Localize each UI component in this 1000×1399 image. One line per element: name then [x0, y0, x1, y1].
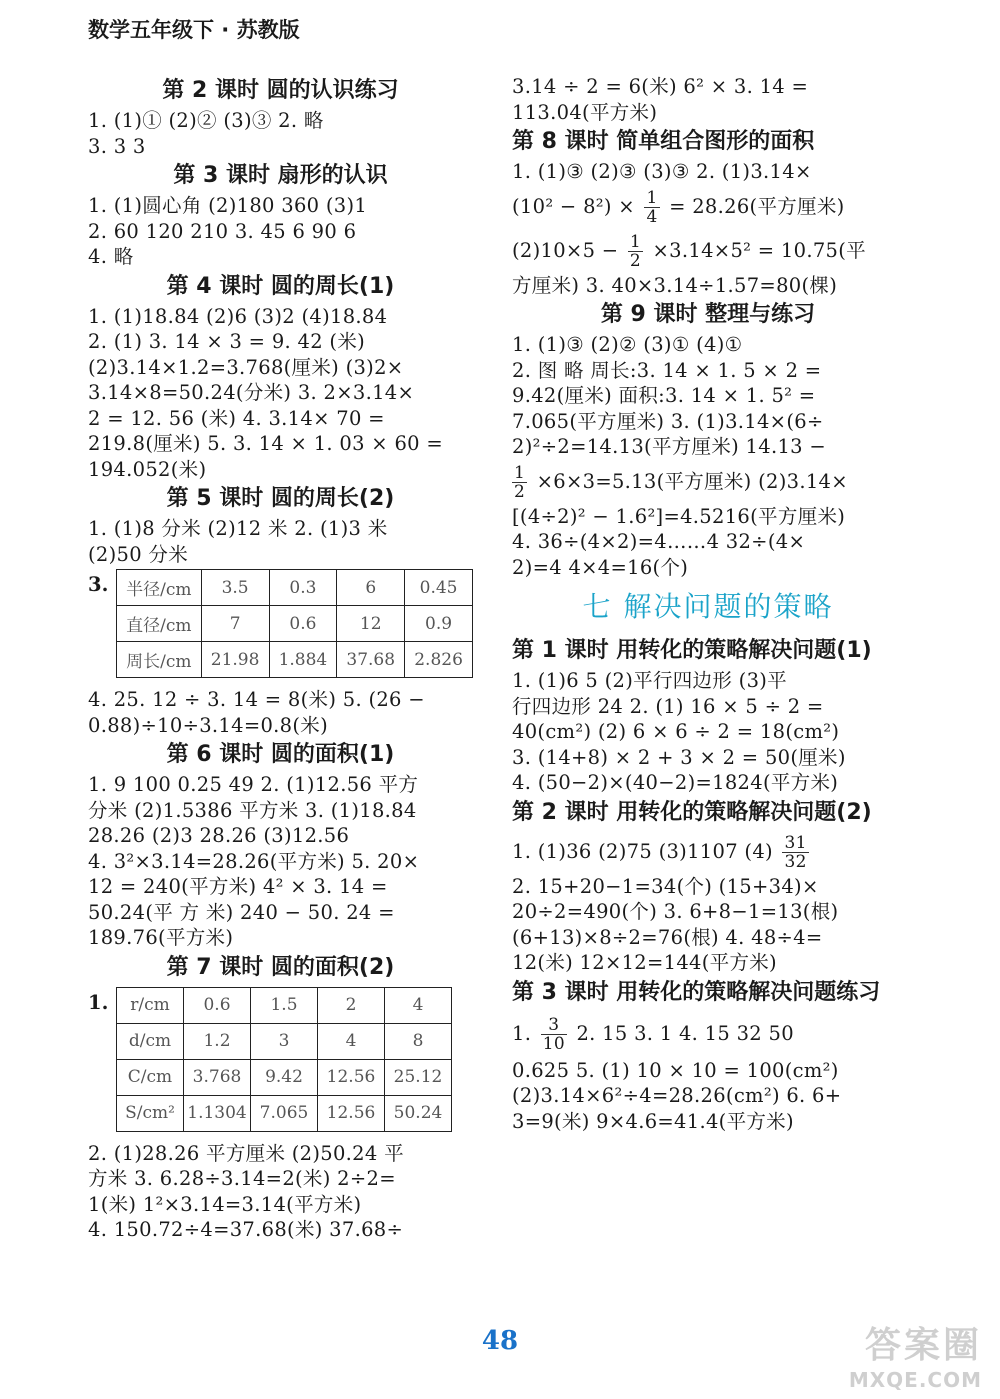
section-title: 第 2 课时 用转化的策略解决问题(2)	[512, 799, 872, 825]
answer-line: 189.76(平方米)	[88, 926, 234, 949]
section-title: 第 2 课时 圆的认识练习	[162, 78, 399, 103]
answer-line: 1. 9 100 0.25 49 2. (1)12.56 平方	[88, 773, 419, 796]
answer-line: 0.625 5. (1) 10 × 10 = 100(cm²)	[512, 1058, 839, 1082]
answer-line: 1. (1)圆心角 (2)180 360 (3)1	[88, 194, 368, 217]
table-cell: d/cm	[117, 1023, 184, 1059]
answer-line: 方厘米) 3. 40×3.14÷1.57=80(棵)	[512, 273, 838, 297]
answer-line: 40(cm²) (2) 6 × 6 ÷ 2 = 18(cm²)	[512, 720, 840, 743]
question-number: 1.	[88, 990, 109, 1014]
fraction-numerator: 3	[541, 1016, 567, 1035]
answer-line: 12(米) 12×12=144(平方米)	[512, 951, 777, 974]
fraction	[644, 189, 659, 226]
answer-line: 4. 36÷(4×2)=4……4 32÷(4×	[512, 530, 806, 553]
answer-line: 2. (1)28.26 平方厘米 (2)50.24 平	[88, 1141, 404, 1165]
answer-line	[512, 229, 904, 273]
table-cell: C/cm	[117, 1059, 184, 1095]
answer-line: 1. (1)③ (2)③ (3)③ 2. (1)3.14×	[512, 160, 812, 183]
table-cell: 6	[337, 570, 405, 606]
answer-text: (10² − 8²) ×	[512, 194, 635, 218]
circumference-table-block	[88, 569, 473, 685]
table-cell: r/cm	[117, 987, 184, 1023]
table-cell: 12.56	[318, 1095, 385, 1131]
table-cell: 2	[318, 987, 385, 1023]
section-title: 第 3 课时 扇形的认识	[173, 163, 388, 188]
table-row	[117, 987, 452, 1023]
table-row	[117, 606, 473, 642]
circumference-table	[116, 569, 473, 678]
section-title: 第 4 课时 圆的周长(1)	[166, 273, 395, 299]
table-row	[117, 570, 473, 606]
answer-text: 1. (1)36 (2)75 (3)1107 (4)	[512, 839, 773, 863]
answer-line: 3. 3 3	[88, 134, 146, 158]
answer-line: 方米 3. 6.28÷3.14=2(米) 2÷2=	[88, 1167, 396, 1190]
answer-line: 2. 图 略 周长:3. 14 × 1. 5 × 2 =	[512, 358, 822, 382]
answer-text: ×3.14×5² = 10.75(平	[652, 238, 866, 262]
table-cell: 1.884	[269, 642, 337, 678]
answer-line: 1. (1)8 分米 (2)12 米 2. (1)3 米	[88, 517, 388, 540]
fraction	[628, 233, 643, 270]
table-cell: 0.6	[269, 606, 337, 642]
book-header: 数学五年级下 · 苏教版	[88, 18, 300, 42]
answer-line: 194.052(米)	[88, 457, 207, 481]
answer-line: 12 = 240(平方米) 4² × 3. 14 =	[88, 875, 388, 898]
answer-line: (6+13)×8÷2=76(根) 4. 48÷4=	[512, 925, 823, 949]
table-row	[117, 1059, 452, 1095]
table-cell: 37.68	[337, 642, 405, 678]
fraction-numerator: 1	[514, 462, 526, 483]
answer-line: (2)3.14×1.2=3.768(厘米) (3)2×	[88, 355, 404, 379]
answer-line: 2. 60 120 210 3. 45 6 90 6	[88, 219, 357, 243]
fraction-denominator: 2	[629, 250, 642, 271]
answer-text: = 28.26(平方厘米)	[669, 194, 845, 218]
answer-line: 113.04(平方米)	[512, 100, 658, 124]
table-cell: 3	[251, 1023, 318, 1059]
area-table	[116, 987, 452, 1132]
answer-line: 2. 15+20−1=34(个) (15+34)×	[512, 874, 819, 898]
answer-line: (2)50 分米	[88, 542, 189, 566]
answer-line: 行四边形 24 2. (1) 16 × 5 ÷ 2 =	[512, 694, 824, 718]
table-cell: 12.56	[318, 1059, 385, 1095]
answer-line: (2)3.14×6²÷4=28.26(cm²) 6. 6+	[512, 1084, 842, 1107]
table-cell: 0.45	[405, 570, 473, 606]
fraction-denominator: 10	[542, 1033, 565, 1054]
table-cell: 直径/cm	[117, 606, 202, 642]
fraction	[541, 1016, 567, 1053]
answer-line: 1. (1)① (2)② (3)③ 2. 略	[88, 109, 324, 132]
table-cell: 3.5	[201, 570, 269, 606]
right-column	[512, 74, 904, 1134]
answer-text: (2)10×5 −	[512, 238, 619, 262]
fraction-denominator: 32	[784, 851, 807, 872]
table-cell: 2.826	[405, 642, 473, 678]
watermark-text: 答案圈	[864, 1325, 982, 1366]
table-cell: 1.2	[184, 1023, 251, 1059]
table-row	[117, 1023, 452, 1059]
table-cell: 1.1304	[184, 1095, 251, 1131]
answer-line: 4. 3²×3.14=28.26(平方米) 5. 20×	[88, 849, 420, 873]
fraction	[512, 464, 527, 501]
section-title: 第 6 课时 圆的面积(1)	[166, 742, 395, 767]
table-cell: 12	[337, 606, 405, 642]
answer-line	[512, 460, 904, 504]
answer-line: 4. 150.72÷4=37.68(米) 37.68÷	[88, 1218, 404, 1241]
answer-line: 1. (1)③ (2)② (3)① (4)①	[512, 333, 743, 356]
answer-line: 0.88)÷10÷3.14=0.8(米)	[88, 713, 328, 737]
section-title: 第 3 课时 用转化的策略解决问题练习	[512, 979, 881, 1005]
page-number: 48	[481, 1326, 519, 1356]
table-cell: 7.065	[251, 1095, 318, 1131]
table-cell: 1.5	[251, 987, 318, 1023]
table-cell: 周长/cm	[117, 642, 202, 678]
table-cell: S/cm²	[117, 1095, 184, 1131]
table-cell: 4	[318, 1023, 385, 1059]
answer-line: 50.24(平 方 米) 240 − 50. 24 =	[88, 900, 395, 924]
fraction-numerator: 31	[784, 832, 807, 853]
watermark-url: MXQE.COM	[848, 1368, 982, 1392]
fraction	[782, 834, 808, 871]
answer-line: 4. 25. 12 ÷ 3. 14 = 8(米) 5. (26 −	[88, 688, 425, 711]
answer-text: ×6×3=5.13(平方厘米) (2)3.14×	[536, 469, 848, 493]
answer-line: 2 = 12. 56 (米) 4. 3.14× 70 =	[88, 406, 385, 430]
answer-text: 2. 15 3. 1 4. 15 32 50	[576, 1021, 794, 1045]
answer-line: 3.14×8=50.24(分米) 3. 2×3.14×	[88, 381, 415, 404]
answer-line: 2)²÷2=14.13(平方厘米) 14.13 −	[512, 435, 827, 458]
table-cell: 7	[201, 606, 269, 642]
answer-line: 2. (1) 3. 14 × 3 = 9. 42 (米)	[88, 330, 366, 353]
answer-line: 3.14 ÷ 2 = 6(米) 6² × 3. 14 =	[512, 75, 809, 98]
table-cell: 8	[385, 1023, 452, 1059]
table-cell: 半径/cm	[117, 570, 202, 606]
answer-line: 1(米) 1²×3.14=3.14(平方米)	[88, 1192, 362, 1216]
answer-line: 7.065(平方厘米) 3. (1)3.14×(6÷	[512, 409, 824, 433]
fraction-denominator: 2	[514, 481, 526, 502]
table-cell: 3.768	[184, 1059, 251, 1095]
table-cell: 4	[385, 987, 452, 1023]
section-title: 第 7 课时 圆的面积(2)	[166, 954, 395, 980]
answer-text: 1.	[512, 1021, 532, 1045]
fraction-numerator: 1	[629, 231, 642, 252]
area-table-block	[88, 987, 473, 1139]
table-row	[117, 1095, 452, 1131]
fraction-denominator: 4	[646, 206, 658, 227]
table-cell: 9.42	[251, 1059, 318, 1095]
answer-line: 分米 (2)1.5386 平方米 3. (1)18.84	[88, 798, 417, 822]
watermark-logo	[832, 1317, 982, 1392]
answer-line	[512, 1010, 904, 1058]
answer-line: 1. (1)6 5 (2)平行四边形 (3)平	[512, 669, 787, 692]
answer-line: 2)=4 4×4=16(个)	[512, 555, 689, 579]
answer-line: [(4÷2)² − 1.6²]=4.5216(平方厘米)	[512, 504, 846, 528]
question-number: 3.	[88, 573, 109, 596]
chapter-title: 七 解决问题的策略	[582, 590, 834, 623]
answer-line: 28.26 (2)3 28.26 (3)12.56	[88, 824, 350, 847]
table-cell: 0.9	[405, 606, 473, 642]
table-cell: 0.3	[269, 570, 337, 606]
answer-line: 219.8(厘米) 5. 3. 14 × 1. 03 × 60 =	[88, 432, 443, 455]
table-cell: 21.98	[201, 642, 269, 678]
answer-line: 3=9(米) 9×4.6=41.4(平方米)	[512, 1109, 794, 1133]
answer-line: 20÷2=490(个) 3. 6+8−1=13(根)	[512, 900, 839, 923]
fraction-numerator: 1	[646, 187, 658, 208]
answer-line: 4. 略	[88, 245, 134, 268]
answer-line: 4. (50−2)×(40−2)=1824(平方米)	[512, 771, 839, 794]
section-title: 第 1 课时 用转化的策略解决问题(1)	[512, 638, 872, 663]
answer-line: 9.42(厘米) 面积:3. 14 × 1. 5² =	[512, 384, 816, 407]
answer-line: 3. (14+8) × 2 + 3 × 2 = 50(厘米)	[512, 745, 846, 769]
answer-line: 1. (1)18.84 (2)6 (3)2 (4)18.84	[88, 304, 388, 328]
left-column	[88, 74, 473, 1243]
section-title: 第 5 课时 圆的周长(2)	[166, 486, 395, 511]
table-row	[117, 642, 473, 678]
table-cell: 50.24	[385, 1095, 452, 1131]
table-cell: 0.6	[184, 987, 251, 1023]
section-title: 第 8 课时 简单组合图形的面积	[512, 129, 815, 154]
table-cell: 25.12	[385, 1059, 452, 1095]
answer-line	[512, 830, 904, 874]
section-title: 第 9 课时 整理与练习	[600, 302, 816, 327]
answer-line	[512, 185, 904, 229]
